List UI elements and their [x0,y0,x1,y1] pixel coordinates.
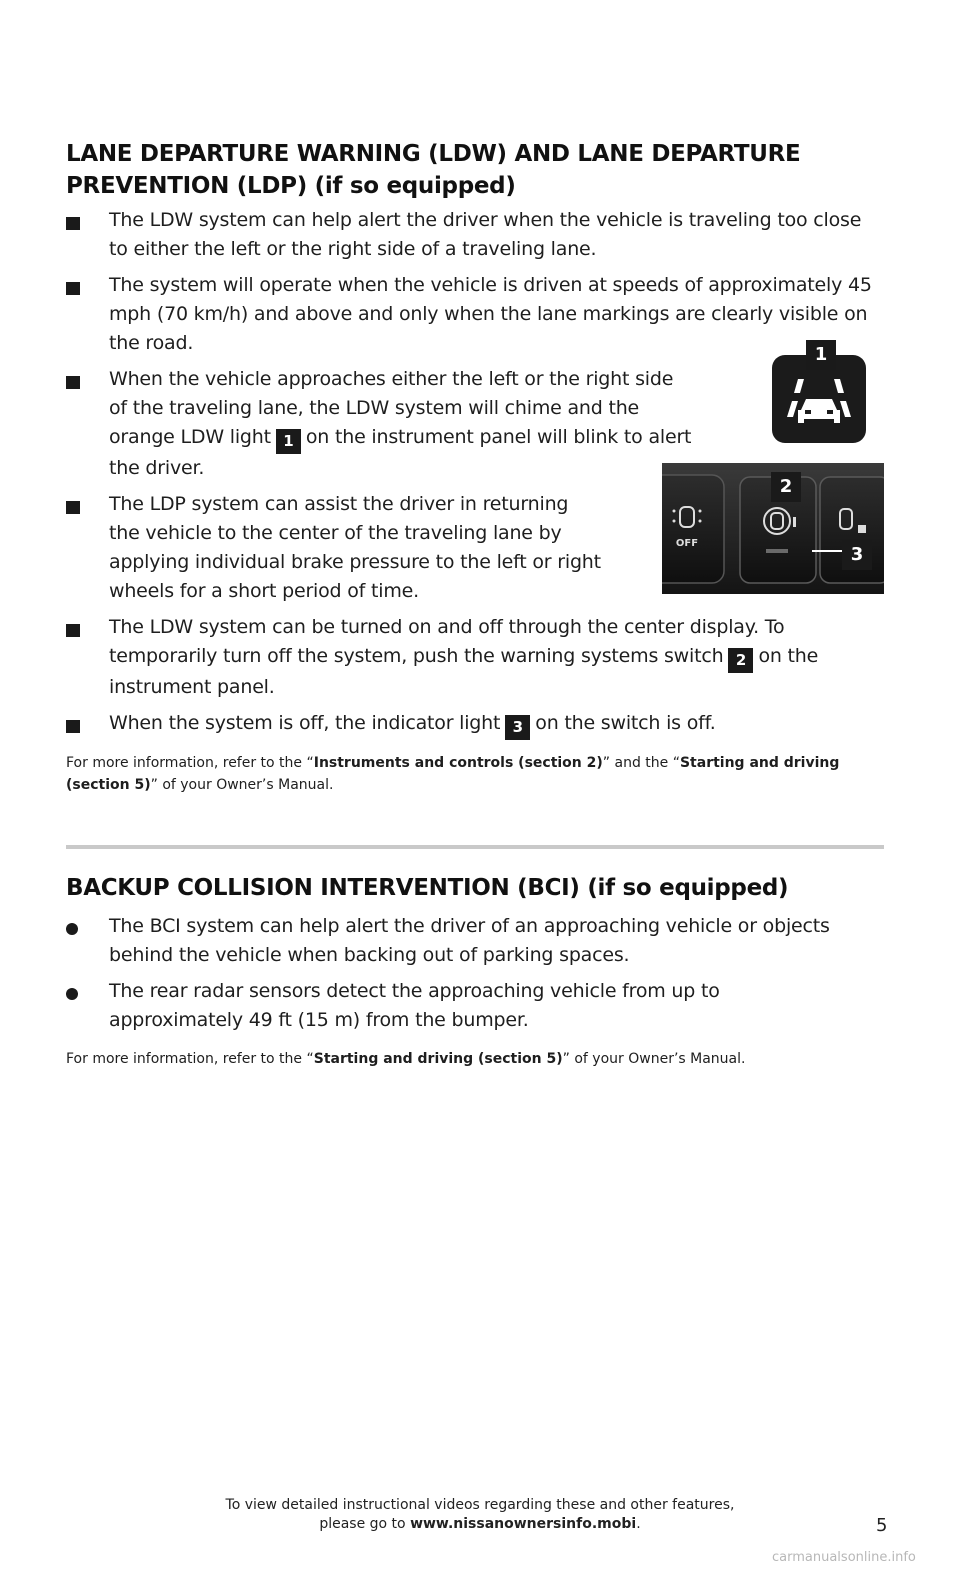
bullet-text: The LDW system can be turned on and off through the center display. To temporarily turn off the system, push the warning systems switch [109,616,785,667]
callout-badge-2: 2 [728,648,753,673]
bullet-text: the driver. [109,457,205,479]
bullet-text: When the vehicle approaches either the left or the right side [109,368,674,390]
note-reference: Starting and driving (section 5) [66,755,840,793]
note-reference: Instruments and controls (section 2) [313,755,603,771]
note-text: ” of your Owner’s Manual. [562,1051,746,1067]
bullet-text: wheels for a short period of time. [109,580,419,602]
bullet-text: applying individual brake pressure to the left or right [109,551,601,573]
note-reference: Starting and driving (section 5) [313,1051,563,1067]
note-text: ” of your Owner’s Manual. [150,777,334,793]
bci-reference-note [66,1048,886,1070]
footer-url-link[interactable]: www.nissanownersinfo.mobi [410,1516,637,1532]
section-title-line1: LANE DEPARTURE WARNING (LDW) AND LANE DEPARTURE [66,141,801,167]
section-divider [66,845,884,849]
bullet-text: The LDP system can assist the driver in returning [109,493,569,515]
figure-callout-3: 3 [842,540,872,570]
section-title-bci: BACKUP COLLISION INTERVENTION (BCI) (if so equipped) [66,875,789,901]
bullet-text: on the instrument panel. [109,645,819,698]
section-title-line2: PREVENTION (LDP) (if so equipped) [66,173,516,199]
bullet-text: on the instrument panel will blink to alert [305,426,692,448]
bullet-text: When the system is off, the indicator light [109,712,501,734]
footer-line: . [636,1516,641,1532]
figure-callout-2: 2 [771,472,801,502]
bullet-text: orange LDW light [109,426,271,448]
list-item: The system will operate when the vehicle is driven at speeds of approximately 45 mph (70 km/h) and above and only when the lane markings are clearly visible on the road. [66,271,876,358]
footer-line: To view detailed instructional videos regarding these and other features, [225,1497,735,1513]
bci-bullet-list [66,912,836,1042]
list-item: The LDW system can help alert the driver when the vehicle is traveling too close to either the left or the right side of a traveling lane. [66,206,876,264]
footer-text [160,1496,800,1534]
switch-off-label: OFF [675,538,699,549]
section-title-ldw [66,138,906,202]
bullet-text: of the traveling lane, the LDW system will chime and the [109,397,640,419]
note-text: For more information, refer to the “ [66,1051,314,1067]
ldw-reference-note [66,752,886,796]
list-item: The rear radar sensors detect the approaching vehicle from up to approximately 49 ft (15 m) from the bumper. [66,977,836,1035]
footer-line: please go to [319,1516,411,1532]
callout-badge-1: 1 [276,429,301,454]
figure-callout-1: 1 [806,340,836,370]
bullet-text: on the switch is off. [535,712,716,734]
note-text: For more information, refer to the “ [66,755,314,771]
bullet-text: the vehicle to the center of the traveling lane by [109,522,562,544]
list-item: The BCI system can help alert the driver of an approaching vehicle or objects behind the vehicle when backing out of parking spaces. [66,912,836,970]
list-item [66,709,876,740]
note-text: ” and the “ [602,755,680,771]
callout-badge-3: 3 [505,715,530,740]
list-item [66,613,876,702]
page-number: 5 [876,1515,888,1536]
watermark: carmanualsonline.info [772,1550,916,1565]
